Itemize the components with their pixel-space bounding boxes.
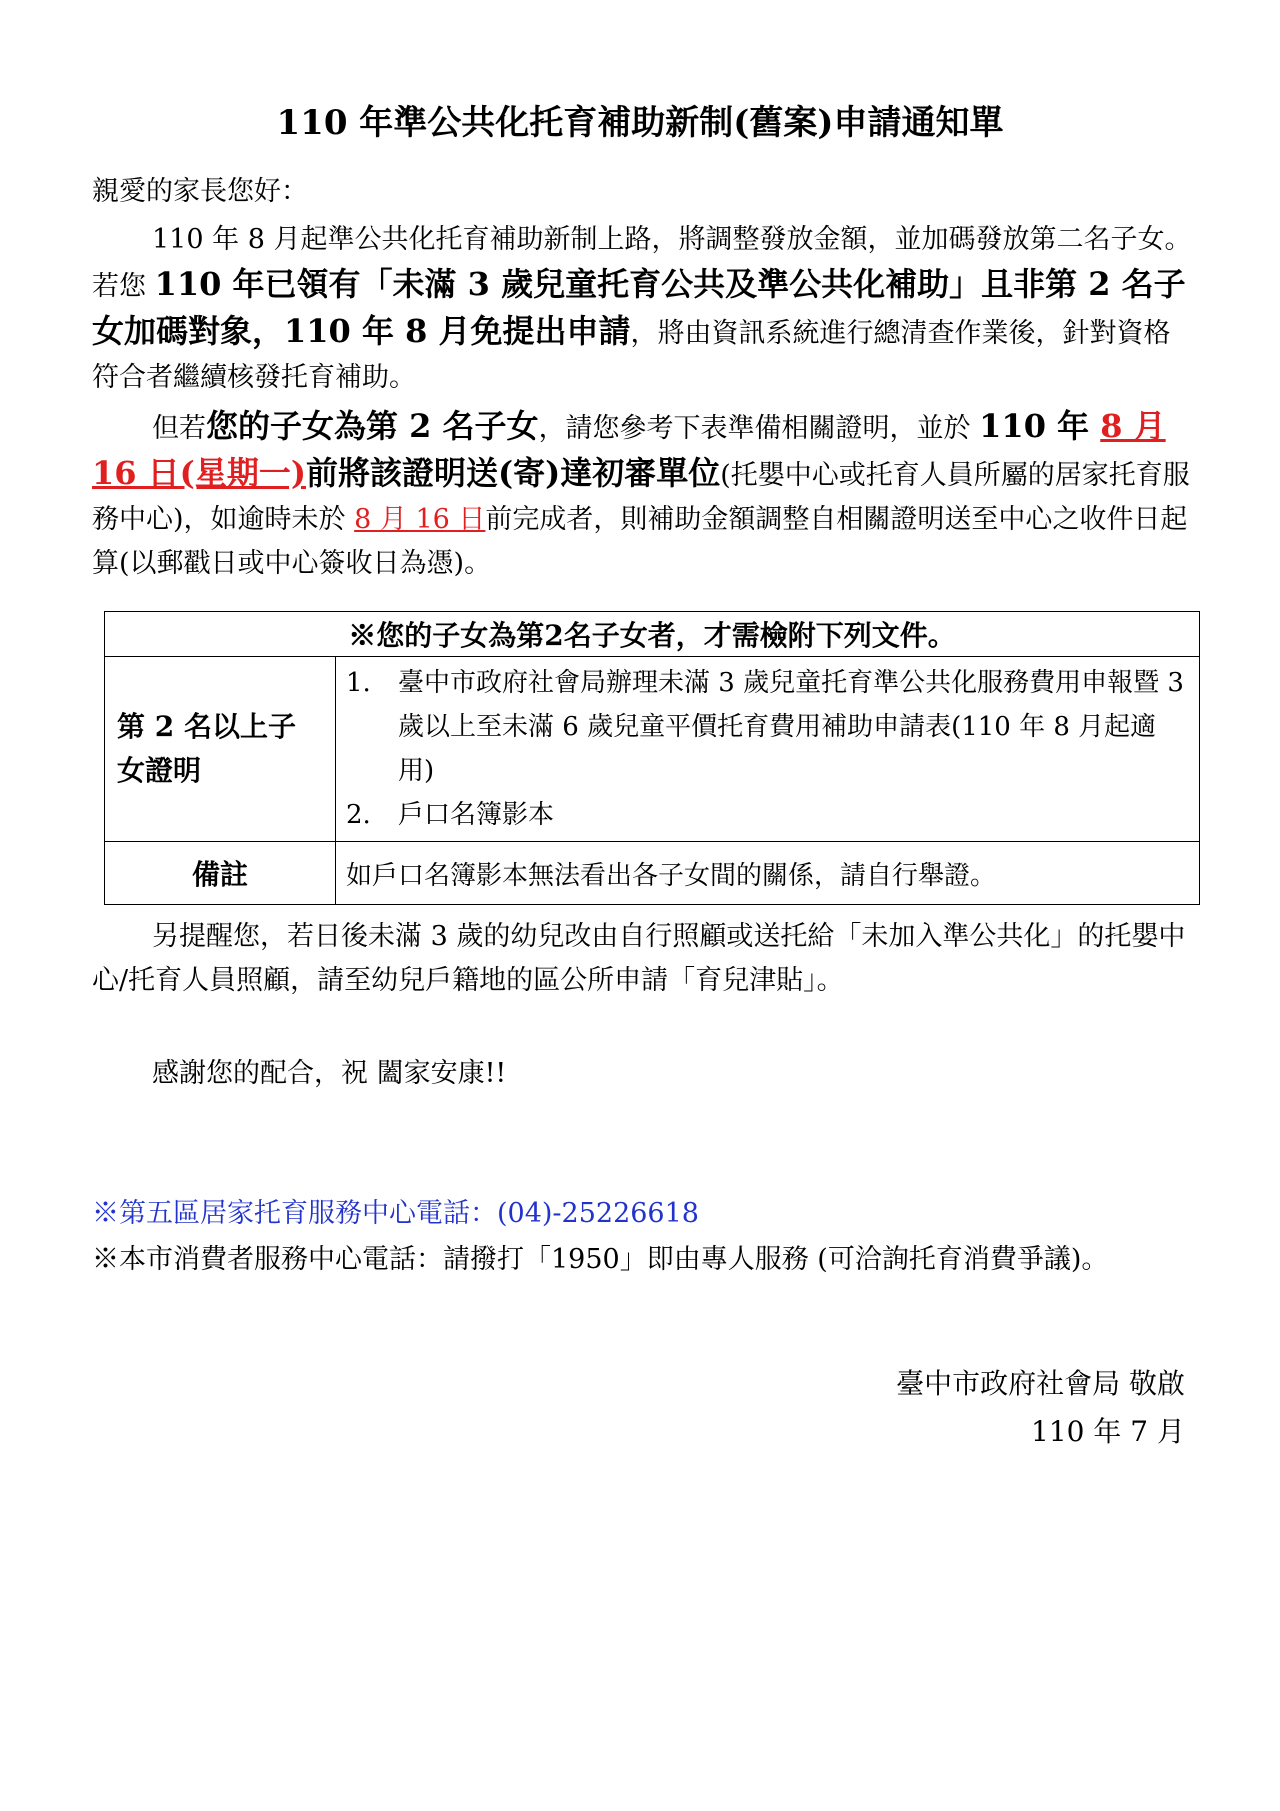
greeting: 親愛的家長您好： bbox=[92, 176, 308, 207]
paragraph-text: ，請您參考下表準備相關證明，並於 bbox=[538, 413, 980, 444]
list-item-number: 2. bbox=[346, 800, 371, 830]
bold-condition-text: 110 年已領有「未滿 3 歲兒童托育公共及準公共化補助」且非第 2 名子女加碼對象，110 年 8 月免提出申請 bbox=[92, 265, 1186, 350]
paragraph-text: (托嬰中心或托育人員所屬的居家托育服務中心)，如逾時未於 bbox=[92, 460, 1190, 535]
list-item-text: 戶口名簿影本 bbox=[398, 800, 555, 830]
list-item-number: 1. bbox=[346, 668, 371, 698]
bold-submit-text: 前將該證明送(寄)達初審單位 bbox=[305, 454, 721, 492]
required-documents-list bbox=[336, 657, 1200, 842]
contact-consumer-center: ※本市消費者服務中心電話：請撥打「1950」即由專人服務 (可洽詢托育消費爭議)。 bbox=[92, 1244, 1109, 1275]
row-label-proof: 第 2 名以上子女證明 bbox=[105, 657, 336, 842]
paragraph-new-policy bbox=[92, 218, 1192, 400]
paragraph-text: 但若 bbox=[152, 413, 206, 444]
paragraph-text: 110 年 8 月起準公共化托育補助新制上路，將調整發放金額，並加碼發放第二名子女。若您 bbox=[92, 224, 1192, 302]
paragraph-text: ，將由資訊系統進行總清查作業後，針對資格符合者繼續核發托育補助。 bbox=[92, 318, 1171, 393]
paragraph-text: 前完成者，則補助金額調整自相關證明送至中心之收件日起算(以郵戳日或中心簽收日為憑)。 bbox=[92, 504, 1188, 579]
documents-table bbox=[104, 611, 1200, 905]
deadline-year: 110 年 bbox=[979, 407, 1101, 445]
deadline-date-repeat: 8 月 16 日 bbox=[354, 504, 486, 535]
row-label-note: 備註 bbox=[105, 842, 336, 905]
table-header: ※您的子女為第2名子女者，才需檢附下列文件。 bbox=[105, 612, 1200, 657]
paragraph-thanks: 感謝您的配合，祝 闔家安康!! bbox=[152, 1058, 507, 1089]
list-item-text: 臺中市政府社會局辦理未滿 3 歲兒童托育準公共化服務費用申報暨 3 歲以上至未滿 6 歲兒童平價托育費用補助申請表(110 年 8 月起適用) bbox=[398, 668, 1184, 786]
paragraph-second-child bbox=[92, 404, 1192, 586]
bold-second-child-text: 您的子女為第 2 名子女 bbox=[206, 407, 539, 445]
issue-date: 110 年 7 月 bbox=[1031, 1415, 1185, 1448]
paragraph-reminder: 另提醒您，若日後未滿 3 歲的幼兒改由自行照顧或送托給「未加入準公共化」的托嬰中心/托育人員照顧，請至幼兒戶籍地的區公所申請「育兒津貼」。 bbox=[92, 921, 1186, 996]
note-text: 如戶口名簿影本無法看出各子女間的關係，請自行舉證。 bbox=[336, 842, 1200, 905]
deadline-date: 8 月 16 日(星期一) bbox=[92, 407, 1166, 492]
list-item bbox=[346, 661, 1189, 793]
signature: 臺中市政府社會局 敬啟 bbox=[896, 1367, 1185, 1400]
page-title: 110 年準公共化托育補助新制(舊案)申請通知單 bbox=[276, 103, 1004, 143]
list-item bbox=[346, 793, 1189, 837]
contact-home-childcare-center: ※第五區居家托育服務中心電話：(04)-25226618 bbox=[92, 1198, 699, 1229]
